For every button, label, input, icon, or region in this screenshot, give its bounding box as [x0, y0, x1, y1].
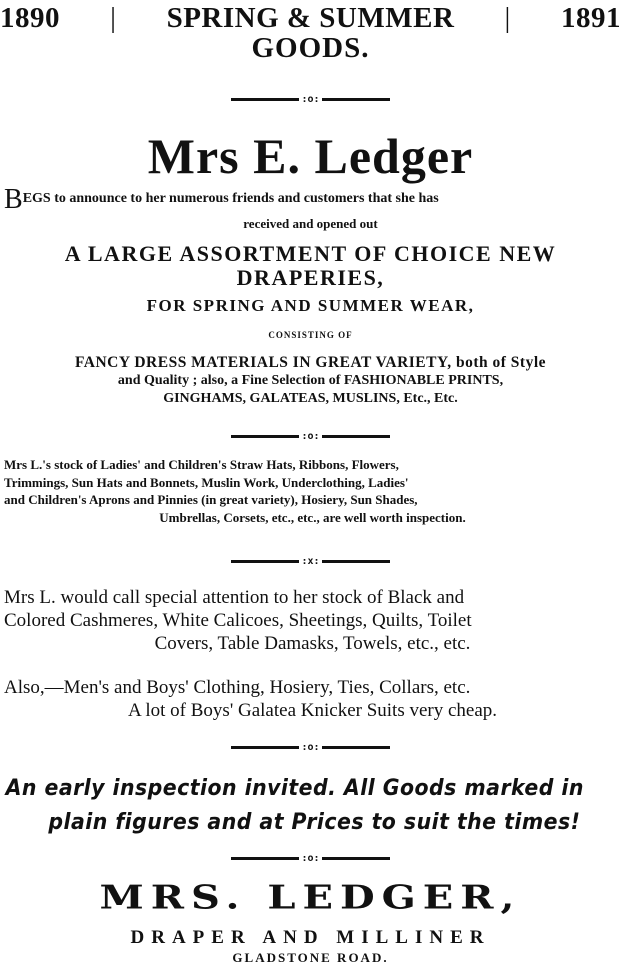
attention-line-3: Covers, Table Damasks, Towels, etc., etc. [154, 633, 471, 654]
divider-rule [231, 560, 299, 563]
season-header [0, 2, 621, 34]
divider-rule [322, 435, 390, 438]
stock-line-4: Umbrellas, Corsets, etc., etc., are well worth inspection. [159, 509, 466, 525]
header-divider: | [504, 2, 511, 34]
consisting-label: CONSISTING OF [268, 330, 353, 340]
divider-mark: :o: [301, 853, 320, 864]
attention-line-1: Mrs L. would call special attention to her stock of Black and [4, 587, 465, 608]
also-line-2: A lot of Boys' Galatea Knicker Suits very cheap. [127, 700, 498, 721]
assortment-line-1: A LARGE ASSORTMENT OF CHOICE NEW [64, 241, 557, 266]
goods-heading: GOODS. [251, 32, 370, 64]
intro-line-2: received and opened out [243, 216, 378, 231]
intro-text: EGS to announce to her numerous friends and customers that she has [22, 191, 439, 206]
year-right: 1891 [560, 2, 621, 34]
divider-rule [231, 435, 299, 438]
ornamental-divider [0, 94, 621, 105]
materials-line-2: and Quality ; also, a Fine Selection of FASHIONABLE PRINTS, [117, 373, 504, 388]
footer-name: MRS. LEDGER, [99, 878, 522, 917]
year-left: 1890 [0, 2, 60, 34]
invitation-line-1: An early inspection invited. All Goods marked in [5, 776, 584, 801]
divider-rule [322, 746, 390, 749]
season-title: SPRING & SUMMER [166, 2, 455, 34]
footer-trade: DRAPER AND MILLINER [130, 927, 491, 948]
ornamental-divider [0, 431, 621, 442]
invitation-block [0, 772, 584, 840]
footer-address: GLADSTONE ROAD. [232, 950, 389, 965]
divider-mark: :x: [301, 556, 320, 567]
divider-rule [322, 560, 390, 563]
divider-rule [231, 857, 299, 860]
header-divider: | [110, 2, 117, 34]
materials-line-1: FANCY DRESS MATERIALS IN GREAT VARIETY, both of Style [74, 354, 547, 371]
stock-paragraph [4, 456, 621, 526]
divider-mark: :o: [301, 431, 320, 442]
divider-mark: :o: [301, 742, 320, 753]
stock-line-1: Mrs L.'s stock of Ladies' and Children's Straw Hats, Ribbons, Flowers, [4, 457, 399, 472]
assortment-heading [0, 242, 621, 290]
divider-rule [322, 857, 390, 860]
divider-rule [322, 98, 390, 101]
ornamental-divider [0, 556, 621, 567]
attention-paragraph [4, 586, 621, 655]
intro-line-1 [4, 184, 618, 215]
divider-mark: :o: [301, 94, 320, 105]
ornamental-divider [0, 853, 621, 864]
ornamental-divider [0, 742, 621, 753]
divider-rule [231, 746, 299, 749]
materials-line-3: GINGHAMS, GALATEAS, MUSLINS, Etc., Etc. [163, 391, 458, 406]
divider-rule [231, 98, 299, 101]
invitation-line-2: plain figures and at Prices to suit the times! [48, 810, 581, 835]
drop-cap: B [4, 184, 23, 215]
also-line-1: Also,—Men's and Boys' Clothing, Hosiery, Ties, Collars, etc. [4, 677, 471, 698]
materials-block [0, 354, 621, 408]
assortment-line-3: FOR SPRING AND SUMMER WEAR, [146, 296, 475, 315]
assortment-line-2: DRAPERIES, [236, 265, 385, 290]
stock-line-2: Trimmings, Sun Hats and Bonnets, Muslin Work, Underclothing, Ladies' [4, 474, 409, 490]
attention-line-2: Colored Cashmeres, White Calicoes, Sheetings, Quilts, Toilet [4, 610, 472, 631]
proprietor-name: Mrs E. Ledger [147, 128, 474, 184]
stock-line-3: and Children's Aprons and Pinnies (in great variety), Hosiery, Sun Shades, [4, 492, 418, 507]
also-paragraph [4, 676, 621, 722]
